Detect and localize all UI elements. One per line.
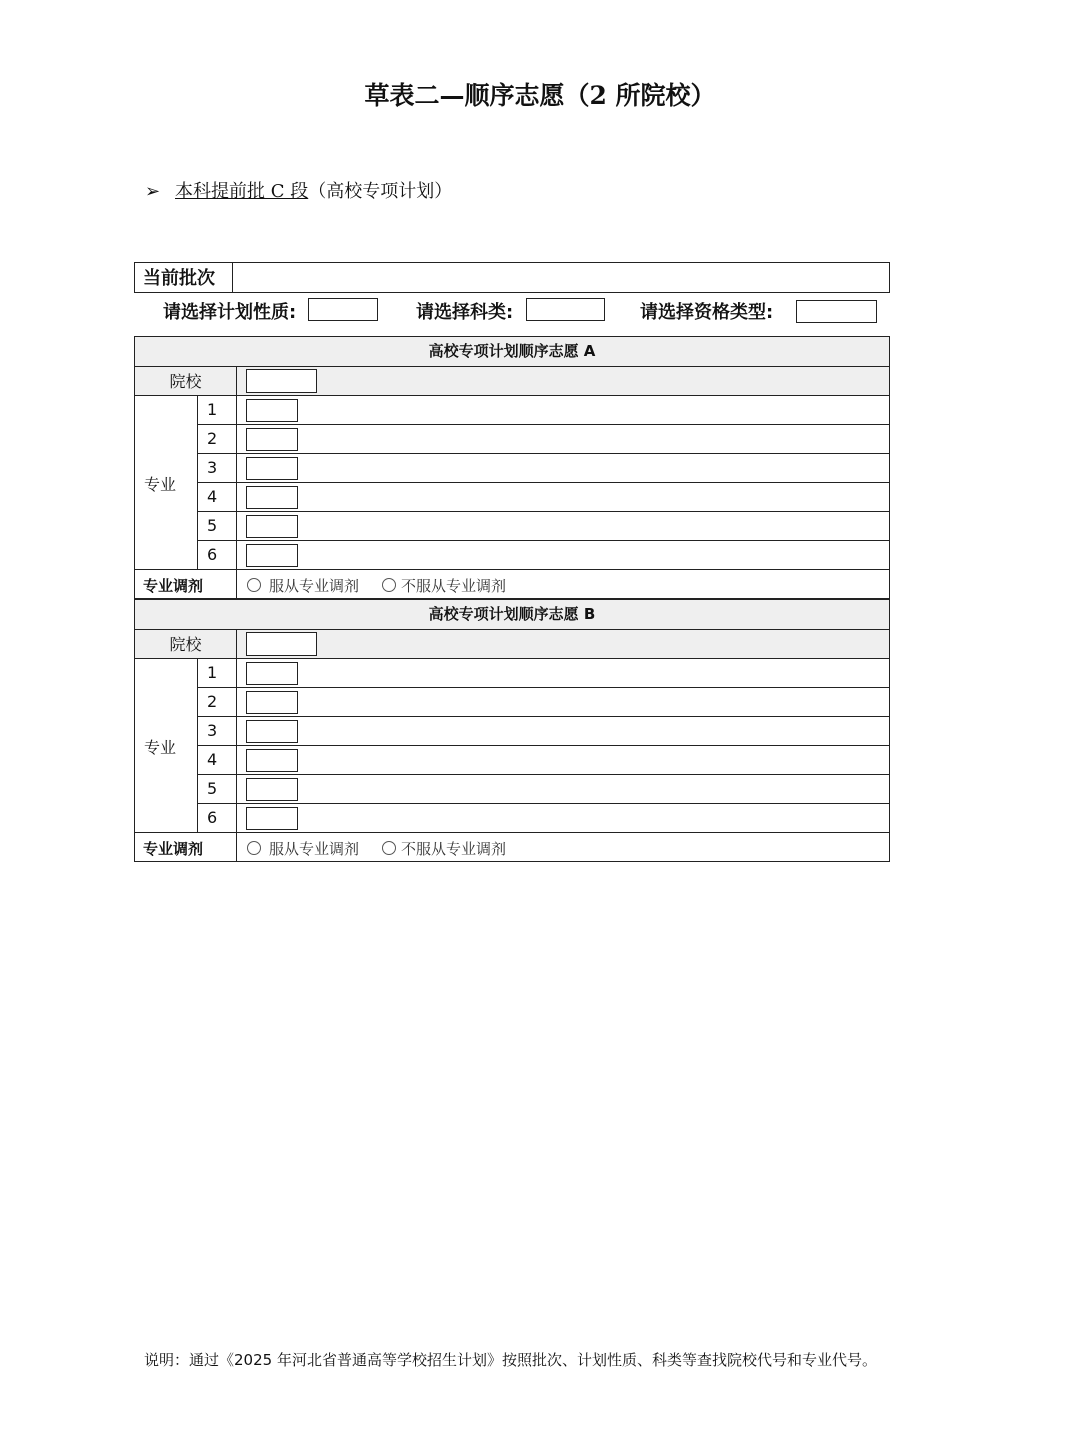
reject-adjustment-option[interactable] <box>382 838 506 859</box>
major-row <box>198 774 889 803</box>
batch-note: （高校专项计划） <box>308 181 453 202</box>
reject-adjustment-option[interactable] <box>382 575 506 596</box>
adjustment-row <box>135 569 889 598</box>
major-index: 3 <box>207 721 218 740</box>
school-label: 院校 <box>169 372 202 391</box>
radio-icon <box>247 578 261 592</box>
radio-icon <box>382 578 396 592</box>
major-index: 4 <box>207 487 218 506</box>
major-row <box>198 453 889 482</box>
qualification-type-label: 请选择资格类型: <box>640 302 774 323</box>
major-index: 4 <box>207 750 218 769</box>
major-row <box>198 658 889 687</box>
school-code-input[interactable] <box>246 369 317 393</box>
subject-type-select[interactable] <box>526 298 605 321</box>
major-row <box>198 482 889 511</box>
major-code-input[interactable] <box>246 457 298 480</box>
school-row <box>135 629 889 658</box>
major-index: 2 <box>207 429 218 448</box>
major-row <box>198 511 889 540</box>
radio-icon <box>247 841 261 855</box>
major-label: 专业 <box>144 738 177 757</box>
major-index: 5 <box>207 516 218 535</box>
major-index: 2 <box>207 692 218 711</box>
major-index: 1 <box>207 663 218 682</box>
major-code-input[interactable] <box>246 486 298 509</box>
major-code-input[interactable] <box>246 662 298 685</box>
current-batch-row <box>134 262 890 293</box>
major-code-input[interactable] <box>246 399 298 422</box>
footnote: 说明：通过《2025 年河北省普通高等学校招生计划》按照批次、计划性质、科类等查找院校代号和专业代号。 <box>144 1351 877 1369</box>
major-code-input[interactable] <box>246 720 298 743</box>
major-row <box>198 424 889 453</box>
major-code-input[interactable] <box>246 749 298 772</box>
major-code-input[interactable] <box>246 428 298 451</box>
major-code-input[interactable] <box>246 544 298 567</box>
major-row <box>198 745 889 774</box>
adjustment-label: 专业调剂 <box>143 577 204 595</box>
school-label: 院校 <box>169 635 202 654</box>
accept-adjustment-text: 服从专业调剂 <box>269 577 360 595</box>
accept-adjustment-option[interactable] <box>247 838 359 859</box>
qualification-type-select[interactable] <box>796 300 877 323</box>
preference-section-a <box>134 336 890 599</box>
subject-type-label: 请选择科类: <box>416 302 514 323</box>
major-row <box>198 540 889 569</box>
preference-section-b <box>134 599 890 862</box>
section-header: 高校专项计划顺序志愿 B <box>135 600 889 629</box>
batch-name: 本科提前批 C 段 <box>175 181 309 202</box>
plan-type-label: 请选择计划性质: <box>163 302 297 323</box>
school-row <box>135 366 889 395</box>
arrow-bullet-icon: ➢ <box>145 181 161 202</box>
major-index: 3 <box>207 458 218 477</box>
major-code-input[interactable] <box>246 515 298 538</box>
major-index: 1 <box>207 400 218 419</box>
section-heading <box>145 177 452 203</box>
accept-adjustment-option[interactable] <box>247 575 359 596</box>
major-row <box>198 803 889 832</box>
major-code-input[interactable] <box>246 807 298 830</box>
reject-adjustment-text: 不服从专业调剂 <box>401 840 507 858</box>
radio-icon <box>382 841 396 855</box>
reject-adjustment-text: 不服从专业调剂 <box>401 577 507 595</box>
major-index: 6 <box>207 808 218 827</box>
school-code-input[interactable] <box>246 632 317 656</box>
page-title: 草表二—顺序志愿（2 所院校） <box>364 81 716 110</box>
section-header: 高校专项计划顺序志愿 A <box>135 337 889 366</box>
major-index: 5 <box>207 779 218 798</box>
adjustment-label: 专业调剂 <box>143 840 204 858</box>
major-code-input[interactable] <box>246 778 298 801</box>
major-label: 专业 <box>144 475 177 494</box>
plan-type-select[interactable] <box>308 298 378 321</box>
adjustment-row <box>135 832 889 861</box>
major-row <box>198 395 889 424</box>
major-row <box>198 687 889 716</box>
major-index: 6 <box>207 545 218 564</box>
major-code-input[interactable] <box>246 691 298 714</box>
current-batch-label: 当前批次 <box>135 263 233 292</box>
major-row <box>198 716 889 745</box>
accept-adjustment-text: 服从专业调剂 <box>269 840 360 858</box>
